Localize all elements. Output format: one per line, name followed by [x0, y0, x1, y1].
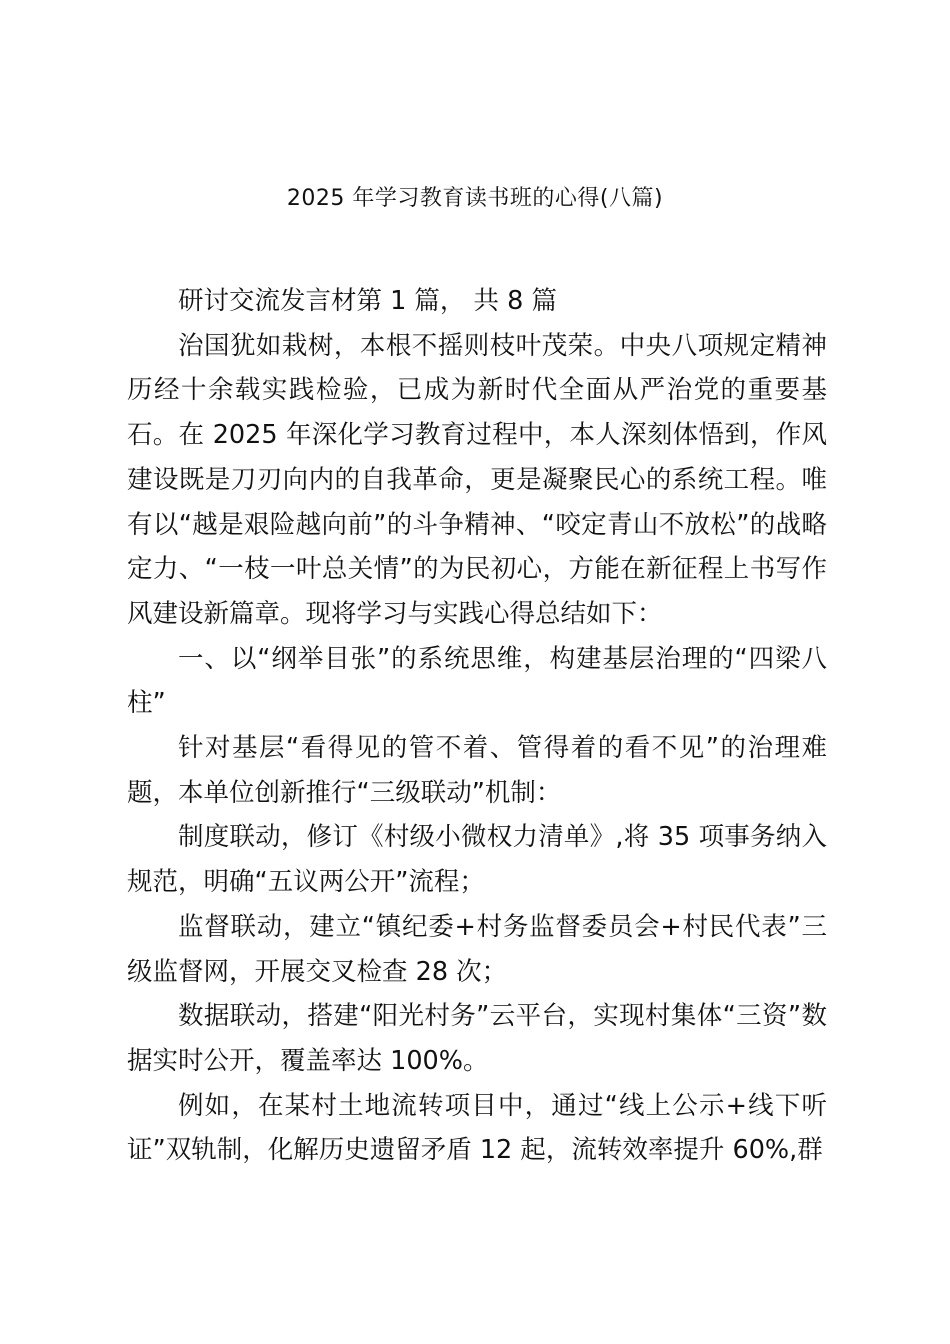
- paragraph-institution-linkage: 制度联动，修订《村级小微权力清单》,将 35 项事务纳入规范，明确“五议两公开”流程；: [127, 822, 827, 898]
- paragraph-data-linkage: 数据联动，搭建“阳光村务”云平台，实现村集体“三资”数据实时公开，覆盖率达 100%。: [127, 1001, 827, 1076]
- paragraph-intro-heading: 研讨交流发言材第 1 篇， 共 8 篇: [178, 286, 557, 316]
- paragraph-problem: 针对基层“看得见的管不着、管得着的看不见”的治理难题，本单位创新推行“三级联动”机制：: [127, 733, 827, 808]
- document-body: [127, 279, 827, 1173]
- paragraph-supervision-linkage: 监督联动，建立“镇纪委+村务监督委员会+村民代表”三级监督网，开展交叉检查 28 次；: [127, 911, 827, 987]
- paragraph-opening: 治国犹如栽树，本根不摇则枝叶茂荣。中央八项规定精神历经十余载实践检验，已成为新时代全面从严治党的重要基石。在 2025 年深化学习教育过程中，本人深刻体悟到，作风建设既是刀刃向内的自我革命，更是凝聚民心的系统工程。唯有以“越是艰险越向前”的斗争精神、“咬定青山不放松”的战略定力、“一枝一叶总关情”的为民初心，方能在新征程上书写作风建设新篇章。现将学习与实践心得总结如下：: [127, 330, 827, 629]
- paragraph-example: 例如，在某村土地流转项目中，通过“线上公示+线下听证”双轨制，化解历史遗留矛盾 12 起，流转效率提升 60%,群: [127, 1090, 827, 1166]
- document-title: 2025 年学习教育读书班的心得(八篇): [286, 186, 664, 211]
- section-heading-1: 一、以“纲举目张”的系统思维，构建基层治理的“四梁八柱”: [127, 643, 827, 719]
